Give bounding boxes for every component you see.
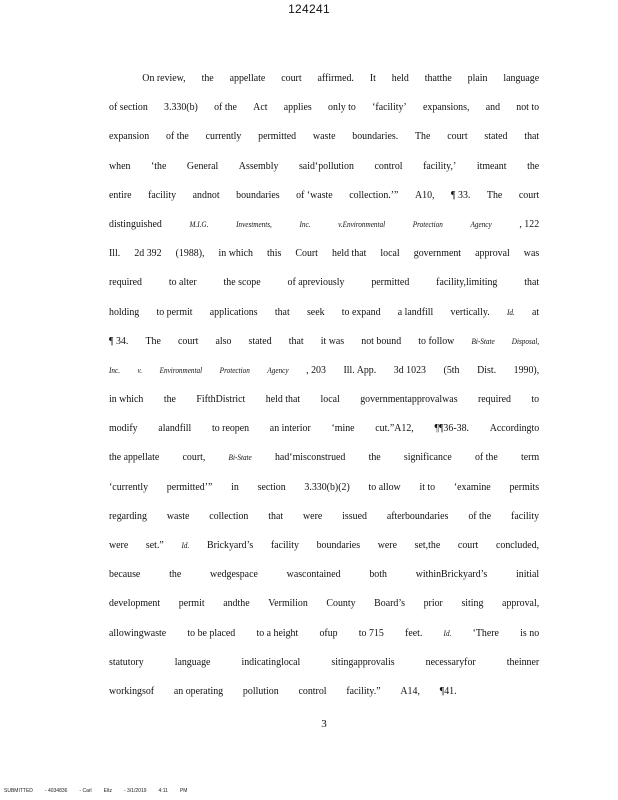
text-word: Accordingto xyxy=(489,422,540,435)
text-word: facility xyxy=(511,509,540,522)
text-word: boundaries xyxy=(316,539,361,551)
text-word: held that xyxy=(332,247,367,260)
text-word: of the xyxy=(468,509,492,522)
text-word: the appellate xyxy=(109,451,160,464)
text-word: facility,’ xyxy=(423,159,457,172)
text-word: collection.’” xyxy=(349,188,399,201)
text-word: ¶41. xyxy=(439,684,457,697)
text-word: to xyxy=(531,393,540,406)
text-word: governmentapprovalwas xyxy=(360,393,458,406)
text-word: control xyxy=(298,684,327,697)
text-word: required xyxy=(477,393,511,406)
text-word: cut.”A12, xyxy=(375,422,414,435)
text-line xyxy=(109,510,539,539)
text-word: an interior xyxy=(269,422,311,435)
text-word: entire xyxy=(109,188,132,201)
text-word: County xyxy=(326,597,356,610)
text-word: Inc. xyxy=(299,219,311,229)
text-word: ¶ 33. xyxy=(451,188,471,201)
text-word: boundaries. xyxy=(352,130,399,143)
text-line xyxy=(109,306,539,335)
text-word: Vermilion xyxy=(268,597,308,610)
text-word: control xyxy=(374,159,403,172)
text-word: to a height xyxy=(256,626,299,639)
text-word: language xyxy=(174,655,211,668)
text-word: (1988), xyxy=(175,247,205,260)
text-word: permitted xyxy=(371,276,410,289)
text-word: when xyxy=(109,159,131,172)
text-word: that xyxy=(288,334,304,347)
text-word: were xyxy=(109,539,129,551)
text-line xyxy=(109,72,539,101)
text-word: Brickyard’s xyxy=(206,539,254,551)
text-word: Ill. App. xyxy=(343,363,377,376)
text-word: expansion xyxy=(109,130,150,143)
text-line xyxy=(109,685,539,714)
text-word: permit xyxy=(178,597,205,610)
text-word: necessaryfor xyxy=(425,655,476,668)
text-line xyxy=(109,189,539,218)
text-word: Id. xyxy=(443,628,452,638)
text-word: itmeant xyxy=(476,159,507,172)
text-word: that xyxy=(274,305,290,318)
brief-body-text xyxy=(109,72,539,714)
text-line xyxy=(109,627,539,656)
text-word: of ‘waste xyxy=(296,188,333,201)
text-word: Bi-State xyxy=(228,453,252,463)
text-word: permitted xyxy=(258,130,297,143)
text-word: Ill. xyxy=(109,247,121,260)
text-word: held that xyxy=(265,393,301,406)
footer-item: SUBMITTED xyxy=(4,788,33,794)
text-word: Dist. xyxy=(477,363,497,376)
footer-item: - 4034836 xyxy=(44,788,68,794)
text-word: ‘facility’ xyxy=(372,101,407,114)
text-word: stated xyxy=(248,334,272,347)
page-number: 3 xyxy=(321,718,327,730)
text-word: approval xyxy=(475,247,510,260)
text-word: facility,limiting xyxy=(436,276,498,289)
text-word: 3d 1023 xyxy=(393,363,426,376)
text-word: of section xyxy=(109,101,148,114)
text-word: boundaries xyxy=(236,188,280,201)
text-word: to allow xyxy=(368,480,401,493)
text-word: only to xyxy=(328,101,356,114)
document-number: 124241 xyxy=(288,2,330,16)
text-line xyxy=(109,481,539,510)
text-word: Agency xyxy=(470,219,492,229)
text-word: the xyxy=(163,393,176,406)
text-word: (5th xyxy=(443,363,460,376)
text-word: statutory xyxy=(109,655,144,668)
text-word: On review, xyxy=(142,72,186,84)
text-word: not bound xyxy=(361,334,402,347)
text-word: ‘examine xyxy=(453,480,491,493)
text-word: to alter xyxy=(168,276,197,289)
text-word: The xyxy=(486,188,503,201)
text-word: ‘currently xyxy=(109,480,149,493)
text-word: ‘mine xyxy=(331,422,355,435)
text-word: that xyxy=(524,130,540,143)
text-word: said‘pollution xyxy=(298,159,354,172)
text-word: court xyxy=(518,188,540,201)
text-word: at xyxy=(532,305,540,318)
text-word: 3.330(b)(2) xyxy=(304,480,350,493)
text-word: seek xyxy=(306,305,325,318)
text-word: waste xyxy=(312,130,336,143)
text-word: set,the xyxy=(414,539,441,551)
text-word: Investments, xyxy=(236,219,272,229)
text-word: ¶¶36-38. xyxy=(434,422,470,435)
text-word: v.Environmental xyxy=(338,219,386,229)
text-word: significance xyxy=(403,451,452,464)
text-word: distinguished xyxy=(109,217,162,230)
text-word: local xyxy=(320,393,340,406)
text-word: indicatinglocal xyxy=(241,655,301,668)
text-word: 1990), xyxy=(513,363,540,376)
text-word: of apreviously xyxy=(287,276,345,289)
text-word: thatthe xyxy=(424,72,452,84)
text-word: prior xyxy=(423,597,443,610)
text-word: court xyxy=(457,539,479,551)
text-word: because xyxy=(109,568,141,581)
text-word: Bi-State xyxy=(471,336,495,346)
text-word: court, xyxy=(182,451,206,464)
text-line xyxy=(109,335,539,364)
text-word: facility xyxy=(148,188,177,201)
submission-footer xyxy=(4,788,199,794)
text-line xyxy=(109,568,539,597)
text-word: Disposal, xyxy=(511,336,540,346)
text-word: and xyxy=(485,101,501,114)
text-word: affirmed. xyxy=(317,72,354,84)
text-line xyxy=(109,422,539,451)
text-word: alandfill xyxy=(158,422,192,435)
text-line xyxy=(109,539,539,568)
text-line xyxy=(109,364,539,393)
text-word: FifthDistrict xyxy=(196,393,246,406)
text-word: 2d 392 xyxy=(134,247,162,260)
text-word: to permit xyxy=(156,305,193,318)
text-word: , 122 xyxy=(519,217,540,230)
text-word: permits xyxy=(509,480,540,493)
text-word: withinBrickyard’s xyxy=(415,568,488,581)
text-word: Inc. xyxy=(109,365,120,375)
text-line xyxy=(109,276,539,305)
text-word: in which xyxy=(218,247,253,260)
text-word: applications xyxy=(209,305,258,318)
text-word: General xyxy=(186,159,219,172)
text-word: it to xyxy=(419,480,436,493)
text-word: Assembly xyxy=(238,159,279,172)
text-word: government xyxy=(413,247,462,260)
text-word: modify xyxy=(109,422,138,435)
text-word: applies xyxy=(283,101,312,114)
text-word: It xyxy=(369,72,376,84)
text-word: concluded, xyxy=(495,539,540,551)
text-word: feet. xyxy=(405,626,423,639)
text-word: that xyxy=(268,509,284,522)
text-word: waste xyxy=(166,509,190,522)
text-word: afterboundaries xyxy=(386,509,449,522)
text-word: ‘the xyxy=(150,159,167,172)
text-word: approval, xyxy=(502,597,540,610)
text-word: regarding xyxy=(109,509,147,522)
text-word: Environmental xyxy=(159,365,203,375)
text-line xyxy=(109,451,539,480)
text-word: Court xyxy=(295,247,318,260)
text-word: section xyxy=(257,480,286,493)
text-word: court xyxy=(177,334,199,347)
footer-item: - Carl xyxy=(79,788,92,794)
text-line xyxy=(109,160,539,189)
text-word: siting xyxy=(461,597,484,610)
text-word: of the xyxy=(165,130,189,143)
text-word: allowingwaste xyxy=(109,626,167,639)
text-word: in xyxy=(231,480,239,493)
text-word: to 715 xyxy=(358,626,384,639)
text-word: appellate xyxy=(229,72,266,84)
text-word: plain xyxy=(467,72,488,84)
text-word: Protection xyxy=(412,219,443,229)
text-word: initial xyxy=(516,568,540,581)
text-word: , 203 xyxy=(306,363,326,376)
text-word: of the xyxy=(214,101,237,114)
text-line xyxy=(109,130,539,159)
text-line xyxy=(109,597,539,626)
text-word: Act xyxy=(253,101,268,114)
text-word: Board’s xyxy=(374,597,405,610)
text-word: A14, xyxy=(400,684,420,697)
text-word: Agency xyxy=(267,365,289,375)
text-word: expansions, xyxy=(422,101,470,114)
text-word: language xyxy=(503,72,540,84)
text-word: The xyxy=(415,130,431,143)
text-word: workingsof xyxy=(109,684,155,697)
footer-item: - 3/1/2019 xyxy=(124,788,147,794)
text-word: facility xyxy=(270,539,299,551)
text-word: vertically. xyxy=(450,305,490,318)
text-word: the scope xyxy=(223,276,261,289)
text-word: court xyxy=(447,130,468,143)
text-word: was xyxy=(523,247,540,260)
text-word: ‘There xyxy=(472,626,499,639)
text-word: sitingapprovalis xyxy=(331,655,395,668)
text-word: A10, xyxy=(414,188,435,201)
text-word: required xyxy=(109,276,142,289)
text-word: holding xyxy=(109,305,140,318)
text-word: it was xyxy=(320,334,345,347)
text-word: Id. xyxy=(181,541,190,550)
text-word: ofup xyxy=(319,626,338,639)
text-word: the xyxy=(201,72,214,84)
footer-item: 4:11 xyxy=(158,788,168,794)
text-word: set.” xyxy=(145,539,164,551)
text-word: The xyxy=(145,334,161,347)
text-word: the xyxy=(169,568,182,581)
text-word: v. xyxy=(137,365,143,375)
text-line xyxy=(109,101,539,130)
text-word: theinner xyxy=(506,655,540,668)
text-word: the xyxy=(527,159,540,172)
footer-item: PM xyxy=(179,788,188,794)
text-word: to be placed xyxy=(187,626,236,639)
text-word: ¶ 34. xyxy=(109,334,129,347)
text-word: court xyxy=(281,72,302,84)
footer-item: Eltz xyxy=(103,788,112,794)
text-line xyxy=(109,218,539,247)
text-word: wedgespace xyxy=(210,568,258,581)
text-word: to follow xyxy=(418,334,455,347)
text-word: had‘misconstrued xyxy=(274,451,346,464)
text-word: currently xyxy=(205,130,242,143)
text-word: the xyxy=(368,451,381,464)
text-word: local xyxy=(380,247,400,260)
text-word: to reopen xyxy=(211,422,250,435)
text-word: permitted’” xyxy=(166,480,213,493)
text-word: of the xyxy=(474,451,498,464)
text-word: were xyxy=(303,509,323,522)
text-word: andthe xyxy=(223,597,250,610)
text-line xyxy=(109,247,539,276)
text-word: development xyxy=(109,597,161,610)
text-word: facility.” xyxy=(346,684,381,697)
text-word: in which xyxy=(109,393,144,406)
text-word: that xyxy=(524,276,540,289)
text-word: wascontained xyxy=(286,568,341,581)
text-word: Protection xyxy=(219,365,250,375)
text-line xyxy=(109,393,539,422)
text-word: were xyxy=(377,539,397,551)
text-word: issued xyxy=(342,509,367,522)
text-word: pollution xyxy=(242,684,279,697)
text-word: held xyxy=(391,72,409,84)
text-word: a landfill xyxy=(397,305,434,318)
text-word: term xyxy=(521,451,540,464)
text-word: both xyxy=(369,568,387,581)
text-word: this xyxy=(267,247,282,260)
text-word: to expand xyxy=(341,305,381,318)
text-word: also xyxy=(215,334,232,347)
text-word: an operating xyxy=(173,684,224,697)
text-word: collection xyxy=(209,509,249,522)
text-word: not to xyxy=(516,101,540,114)
text-word: M.I.G. xyxy=(189,219,209,229)
text-word: stated xyxy=(484,130,508,143)
text-word: is no xyxy=(520,626,540,639)
text-word: 3.330(b) xyxy=(164,101,198,114)
text-word: Id. xyxy=(506,307,515,317)
text-line xyxy=(109,656,539,685)
text-word: andnot xyxy=(192,188,220,201)
